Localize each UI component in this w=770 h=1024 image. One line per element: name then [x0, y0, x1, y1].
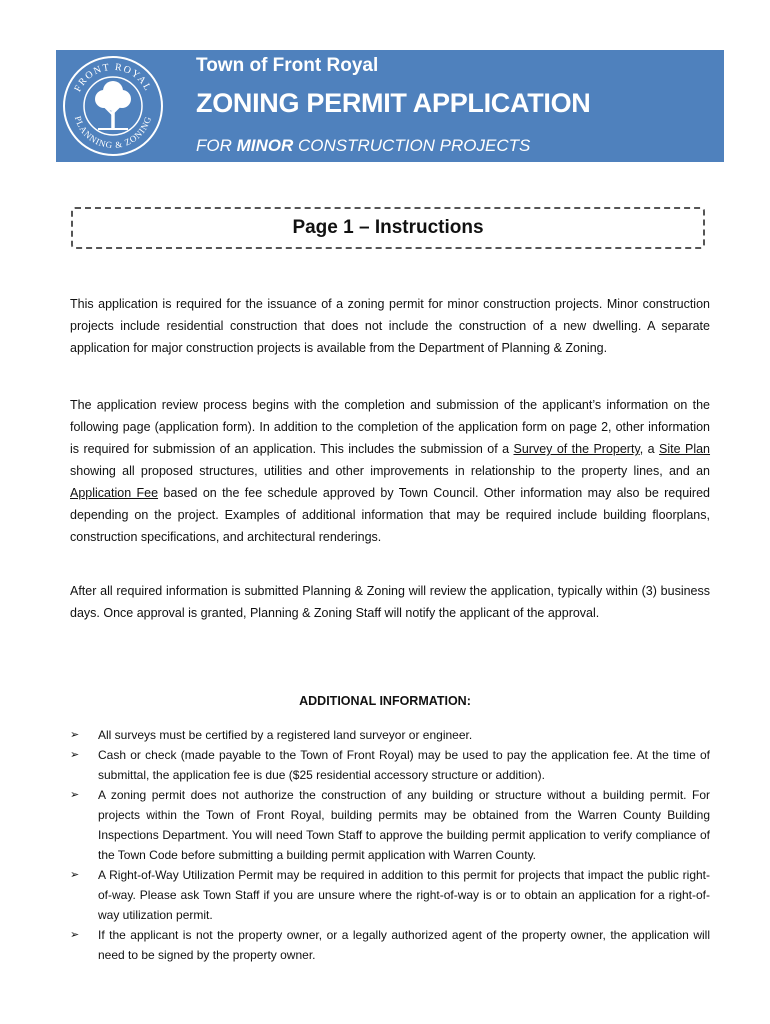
list-item: ➢ Cash or check (made payable to the Town of Front Royal) may be used to pay the application fee. At the time of submittal, the application fee is due ($25 residential accessory structure or addition). [70, 745, 710, 785]
instructions-title-box [71, 207, 705, 249]
application-fee-link-text: Application Fee [70, 486, 159, 500]
arrow-bullet-icon: ➢ [70, 929, 80, 941]
arrow-bullet-icon: ➢ [70, 789, 80, 801]
list-item: ➢ If the applicant is not the property owner, or a legally authorized agent of the property owner, the application will need to be signed by the property owner. [70, 925, 710, 965]
approval-paragraph: After all required information is submitted Planning & Zoning will review the application, typically within (3) business days. Once approval is granted, Planning & Zoning Staff will notify the applicant of the approval. [70, 584, 710, 620]
planning-zoning-seal-logo [60, 53, 166, 159]
section-title: Page 1 – Instructions [292, 217, 484, 238]
additional-info-list [70, 725, 710, 965]
review-process-paragraph: The application review process begins with the completion and submission of the applicant’s information on the following page (application form). In addition to the completion of the application form on page 2, other information is required for submission of an application. This includes the submission of a Survey of the Property, a Site Plan showing all proposed structures, utilities and other improvements in relationship to the property lines, and an Application Fee based on the fee schedule approved by Town Council. Other information may also be required depending on the project. Examples of additional information that may be required include building floorplans, construction specifications, and architectural renderings. [70, 398, 711, 544]
survey-link-text: Survey of the Property [513, 442, 640, 456]
arrow-bullet-icon: ➢ [70, 729, 80, 741]
additional-info-heading: ADDITIONAL INFORMATION: [299, 694, 471, 708]
list-item: ➢ A zoning permit does not authorize the construction of any building or structure without a building permit. For projects within the Town of Front Royal, building permits may be obtained from the Warren County Building Inspections Department. You will need Town Staff to approve the building permit application to verify compliance of the Town Code before submitting a building permit application with Warren County. [70, 785, 710, 865]
arrow-bullet-icon: ➢ [70, 869, 80, 881]
page-title: ZONING PERMIT APPLICATION [196, 88, 591, 118]
list-item: ➢ A Right-of-Way Utilization Permit may be required in addition to this permit for projects that impact the public right-of-way. Please ask Town Staff if you are unsure where the right-of-way is or to obtain an application for a right-of-way utilization permit. [70, 865, 710, 925]
arrow-bullet-icon: ➢ [70, 749, 80, 761]
list-item: ➢ All surveys must be certified by a registered land surveyor or engineer. [70, 725, 710, 745]
town-name: Town of Front Royal [196, 55, 379, 76]
seal-bottom-text: PLANNING & ZONING [72, 114, 154, 151]
page-subtitle: FOR MINOR CONSTRUCTION PROJECTS [196, 136, 531, 155]
site-plan-link-text: Site Plan [659, 442, 711, 456]
intro-paragraph: This application is required for the issuance of a zoning permit for minor construction projects. Minor construction projects include residential construction that does not include the construction of a new dwelling. A separate application for major construction projects is available from the Department of Planning & Zoning. [70, 297, 710, 355]
seal-top-text: FRONT ROYAL [72, 61, 154, 94]
